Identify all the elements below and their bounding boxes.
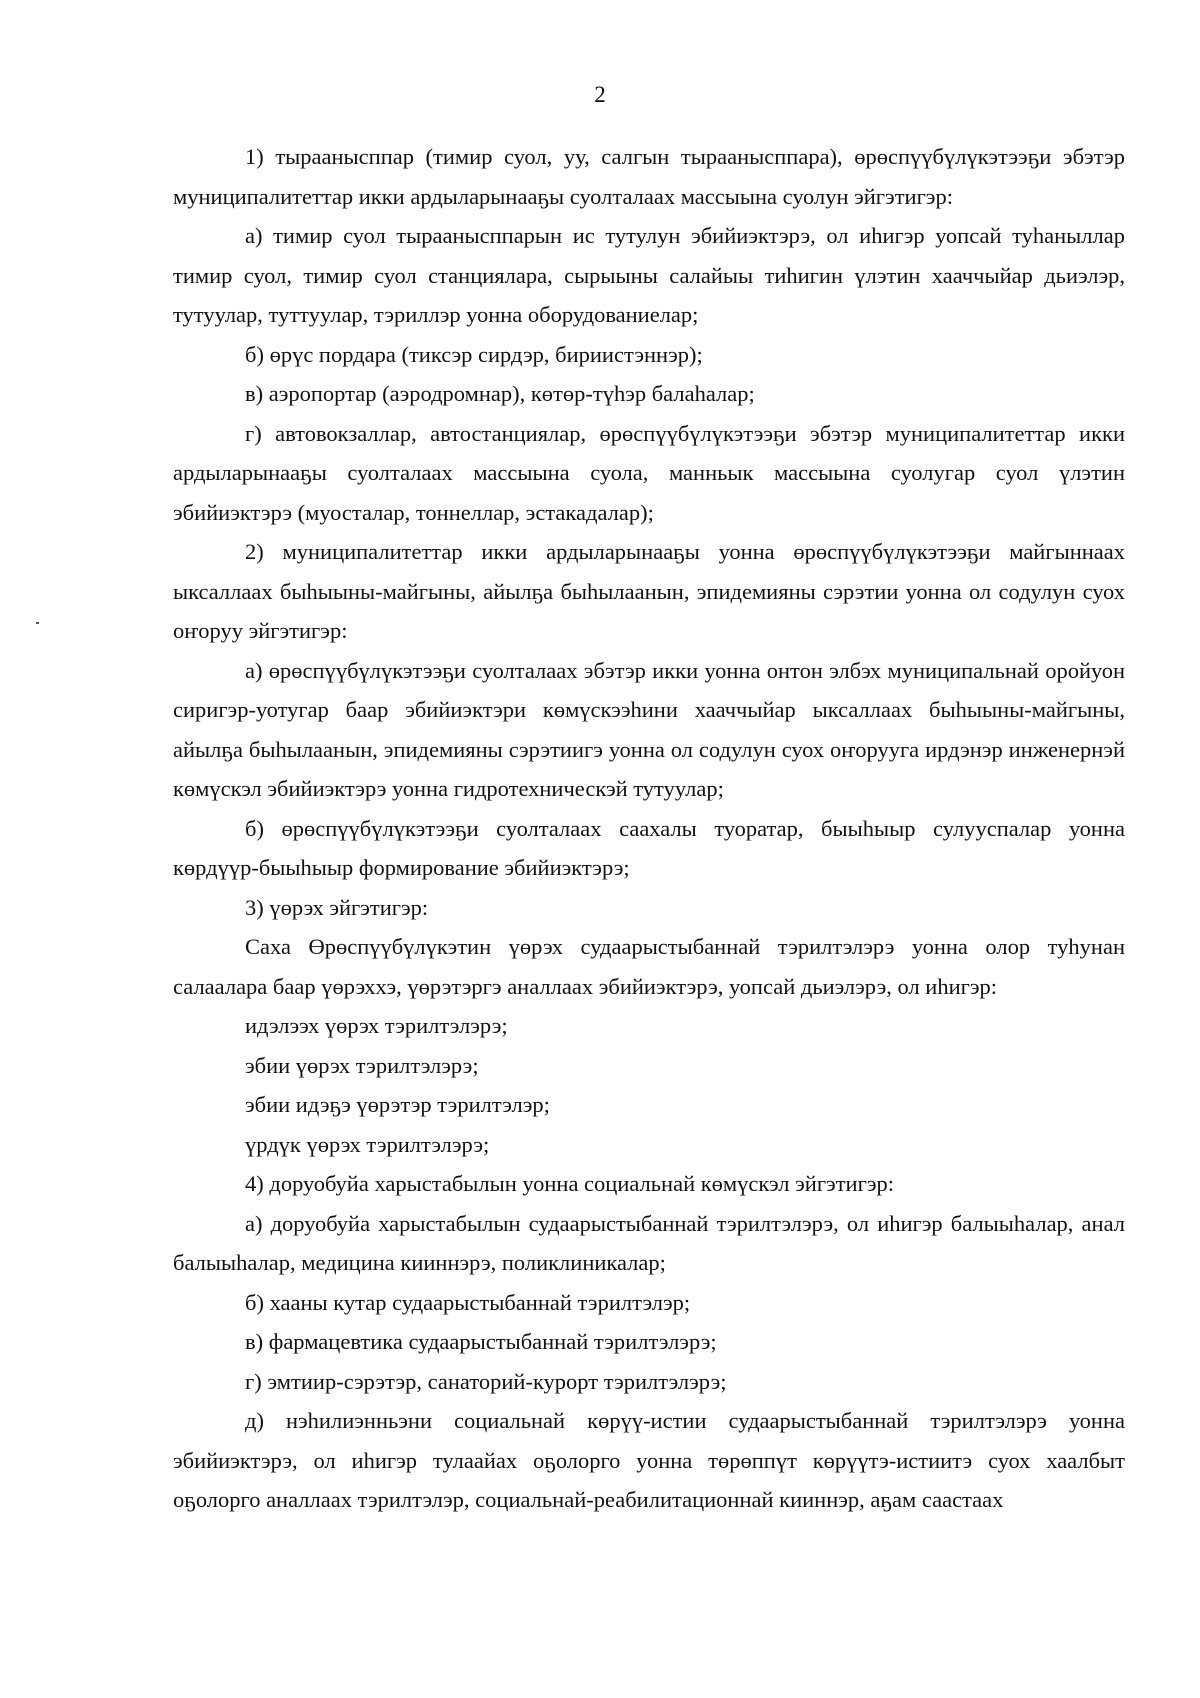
page-number: 2 bbox=[594, 82, 606, 107]
scan-artifact-dot bbox=[36, 622, 39, 624]
paragraph-1v-airports: в) аэропортар (аэродромнар), көтөр-түһэр балаһалар; bbox=[245, 381, 755, 406]
paragraph-2-emergency: 2) муниципалитеттар икки ардыларынааҕы уонна өрөспүүбүлүкэтээҕи майгыннаах ыксаллаах быһыыны-майгыны, айылҕа быһылаанын, эпидемияны сэрэтии уонна ол содулун суох оҥоруу эйгэтигэр: bbox=[173, 539, 1125, 643]
paragraph-4v-pharmaceutical: в) фармацевтика судаарыстыбаннай тэрилтэлэрэ; bbox=[245, 1329, 717, 1354]
paragraph-4-health-social: 4) доруобуйа харыстабылын уонна социальнай көмүскэл эйгэтигэр: bbox=[245, 1171, 894, 1196]
list-item-higher-education: үрдүк үөрэх тэрилтэлэрэ; bbox=[245, 1131, 490, 1157]
paragraph-2a-engineering-protection: а) өрөспүүбүлүкэтээҕи суолталаах эбэтэр икки уонна онтон элбэх муниципальнай оройуон сиригэр-уотугар баар эбийиэктэри көмүскээһини хааччыйар ыксаллаах быһыыны-майгыны, айылҕа быһылаанын, эпидемияны сэрэтиигэ уонна ол содулун суох оҥорууга ирдэнэр инженернэй көмүскэл эбийиэктэрэ уонна гидротехническэй тутуулар; bbox=[173, 657, 1125, 801]
paragraph-3-education-intro: Саха Өрөспүүбүлүкэтин үөрэх судаарыстыбаннай тэрилтэлэрэ уонна олор туһунан салаалара баар үөрэххэ, үөрэтэргэ аналлаах эбийиэктэрэ, уопсай дьиэлэрэ, ол иһигэр: bbox=[173, 934, 1125, 999]
list-item-professional-education: идэлээх үөрэх тэрилтэлэрэ; bbox=[245, 1013, 508, 1038]
paragraph-4g-sanatorium: г) эмтиир-сэрэтэр, санаторий-курорт тэрилтэлэрэ; bbox=[245, 1368, 727, 1394]
paragraph-4a-hospitals: а) доруобуйа харыстабылын судаарыстыбаннай тэрилтэлэрэ, ол иһигэр балыыһалар, анал балыыһалар, медицина кииннэрэ, поликлиникалар; bbox=[173, 1210, 1125, 1275]
paragraph-4b-blood-transfusion: б) хааны кутар судаарыстыбаннай тэрилтэлэр; bbox=[245, 1289, 691, 1315]
paragraph-1-transport: 1) тыраанысппар (тимир суол, уу, салгын тыраанысппара), өрөспүүбүлүкэтээҕи эбэтэр муниципалитеттар икки ардыларынааҕы суолталаах массыына суолун эйгэтигэр: bbox=[173, 144, 1125, 209]
paragraph-3-education: 3) үөрэх эйгэтигэр: bbox=[245, 894, 429, 920]
paragraph-2b-rescue-services: б) өрөспүүбүлүкэтээҕи суолталаах саахалы туоратар, быыһыыр сулууспалар уонна көрдүүр-быыһыыр формирование эбийиэктэрэ; bbox=[173, 815, 1125, 880]
paragraph-4d-social-care: д) нэһилиэнньэни социальнай көрүү-истии судаарыстыбаннай тэрилтэлэрэ уонна эбийиэктэрэ, ол иһигэр тулаайах оҕолорго уонна төрөппүт көрүүтэ-истиитэ суох хаалбыт оҕолорго аналлаах тэрилтэлэр, социальнай-реабилитационнай кииннэр, аҕам саастаах bbox=[173, 1408, 1125, 1512]
paragraph-1b-river-ports: б) өрүс пордара (тиксэр сирдэр, бириистэннэр); bbox=[245, 341, 703, 367]
paragraph-1a-railway: а) тимир суол тыраанысппарын ис тутулун эбийиэктэрэ, ол иһигэр уопсай туһаныллар тимир суол, тимир суол станциялара, сырыыны салайыы тиһигин үлэтин хааччыйар дьиэлэр, тутуулар, туттуулар, тэриллэр уонна оборудованиелар; bbox=[173, 223, 1125, 327]
list-item-additional-education: эбии үөрэх тэрилтэлэрэ; bbox=[245, 1052, 479, 1078]
document-body bbox=[173, 137, 1125, 1520]
paragraph-1g-bus-stations: г) автовокзаллар, автостанциялар, өрөспүүбүлүкэтээҕи эбэтэр муниципалитеттар икки ардыларынааҕы суолталаах массыына суола, манньык массыына суолугар суол үлэтин эбийиэктэрэ (муосталар, тоннеллар, эстакадалар); bbox=[173, 420, 1125, 525]
list-item-additional-professional: эбии идэҕэ үөрэтэр тэрилтэлэр; bbox=[245, 1092, 550, 1117]
